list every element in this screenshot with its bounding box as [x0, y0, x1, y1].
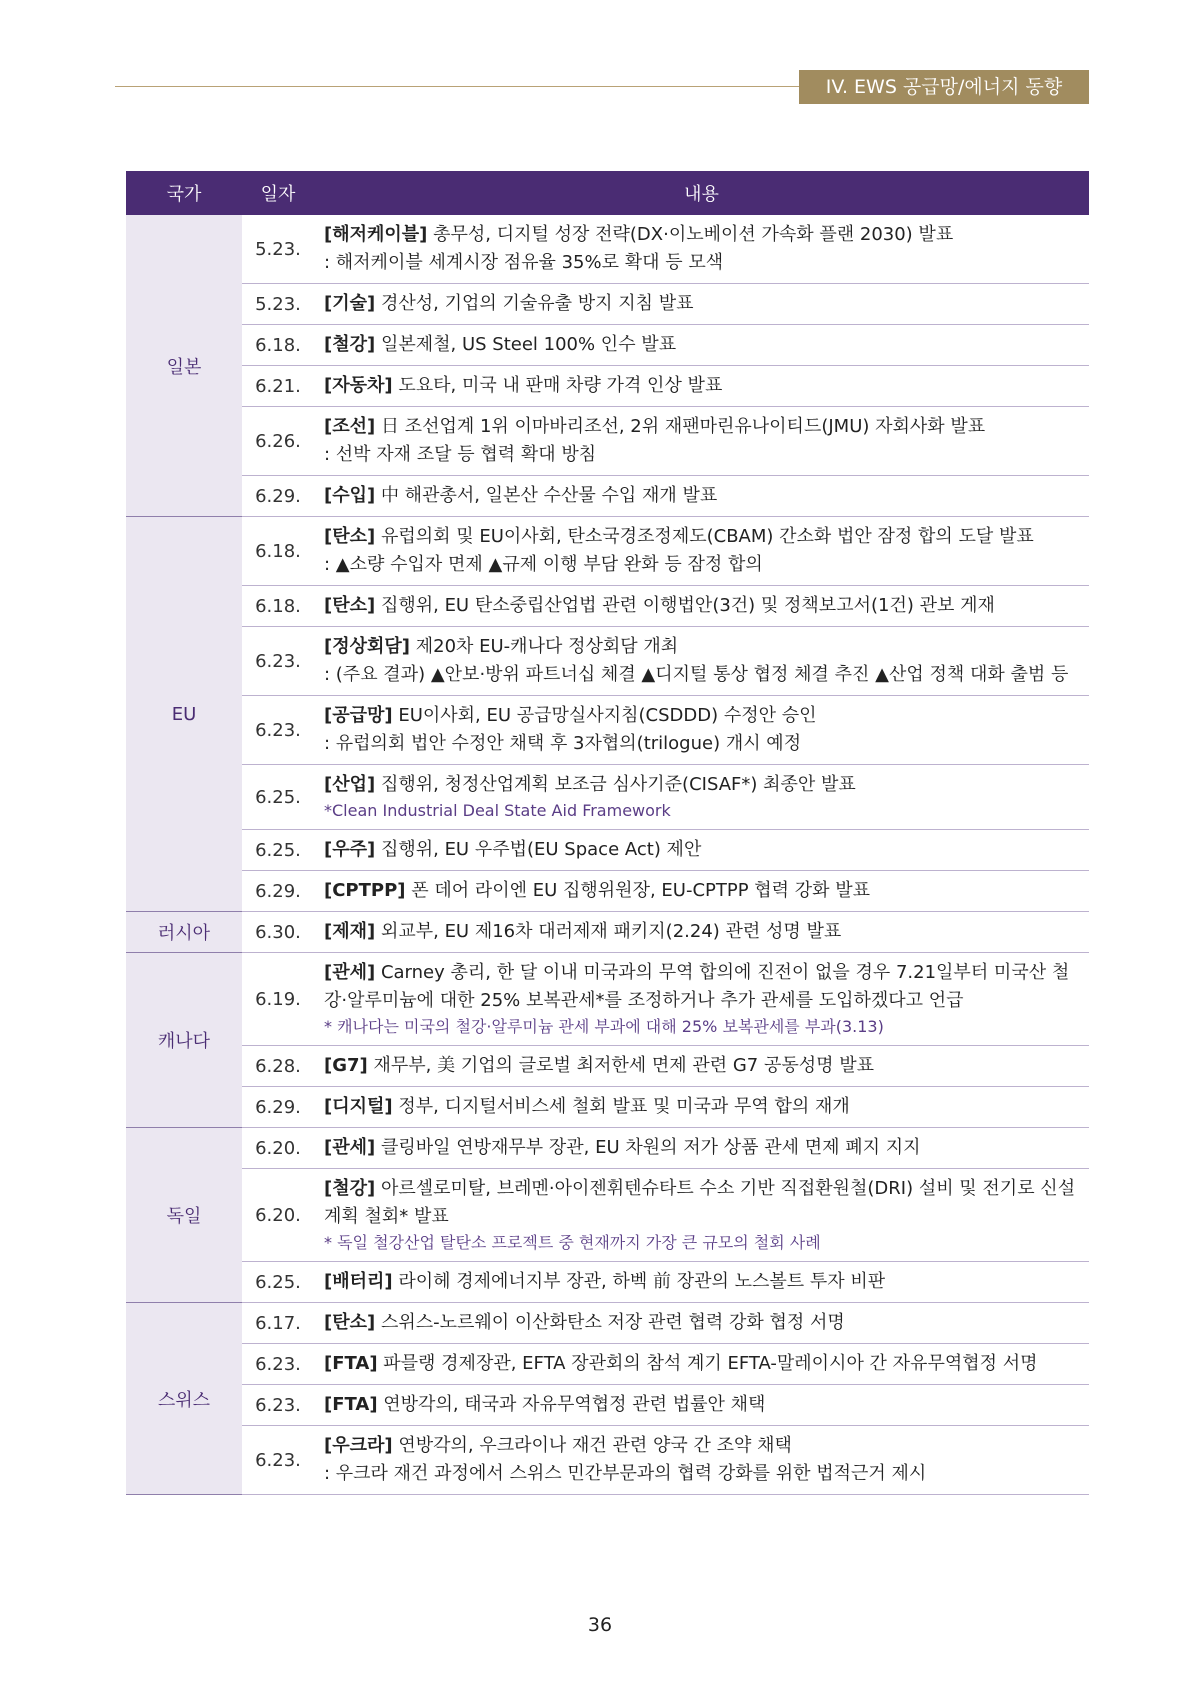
item-footnote: * 캐나다는 미국의 철강·알루미늄 관세 부과에 대해 25% 보복관세를 부과(3.13)	[324, 1017, 884, 1036]
item-headline	[324, 595, 995, 616]
content-cell	[314, 476, 1089, 517]
content-cell	[314, 366, 1089, 407]
content-cell	[314, 1303, 1089, 1344]
item-headline	[324, 375, 722, 396]
item-text: 클링바일 연방재무부 장관, EU 차원의 저가 상품 관세 면제 폐지 지지	[375, 1137, 921, 1158]
item-headline	[324, 1394, 765, 1415]
item-headline	[324, 1435, 792, 1456]
country-cell: 러시아	[126, 912, 242, 953]
content-cell	[314, 696, 1089, 765]
category-tag: [FTA]	[324, 1394, 378, 1415]
content-cell	[314, 953, 1089, 1046]
date-cell: 6.18.	[242, 517, 314, 586]
category-tag: [탄소]	[324, 1312, 376, 1333]
column-header-content: 내용	[314, 171, 1089, 215]
country-cell: 일본	[126, 215, 242, 517]
country-cell: 캐나다	[126, 953, 242, 1128]
item-text: 스위스-노르웨이 이산화탄소 저장 관련 협력 강화 협정 서명	[375, 1312, 845, 1333]
item-text: 경산성, 기업의 기술유출 방지 지침 발표	[375, 293, 694, 314]
table-row	[126, 1169, 1089, 1262]
item-text: EU이사회, EU 공급망실사지침(CSDDD) 수정안 승인	[392, 705, 817, 726]
content-cell	[314, 1344, 1089, 1385]
item-text: 제20차 EU-캐나다 정상회담 개최	[410, 636, 679, 657]
category-tag: [FTA]	[324, 1353, 378, 1374]
item-footnote: *Clean Industrial Deal State Aid Framework	[324, 801, 671, 820]
category-tag: [산업]	[324, 774, 376, 795]
item-headline	[324, 962, 1069, 1011]
category-tag: [철강]	[324, 334, 376, 355]
category-tag: [수입]	[324, 485, 376, 506]
content-cell	[314, 284, 1089, 325]
item-text: 유럽의회 및 EU이사회, 탄소국경조정제도(CBAM) 간소화 법안 잠정 합의 도달 발표	[375, 526, 1034, 547]
content-cell	[314, 912, 1089, 953]
date-cell: 6.23.	[242, 1426, 314, 1495]
column-header-country: 국가	[126, 171, 242, 215]
item-text: 아르셀로미탈, 브레멘·아이젠휘텐슈타트 수소 기반 직접환원철(DRI) 설비 및 전기로 신설 계획 철회* 발표	[324, 1178, 1076, 1227]
item-text: 재무부, 美 기업의 글로벌 최저한세 면제 관련 G7 공동성명 발표	[367, 1055, 875, 1076]
date-cell: 5.23.	[242, 215, 314, 284]
category-tag: [배터리]	[324, 1271, 393, 1292]
table-row	[126, 1385, 1089, 1426]
item-text: 中 해관총서, 일본산 수산물 수입 재개 발표	[375, 485, 718, 506]
item-headline	[324, 921, 841, 942]
category-tag: [디지털]	[324, 1096, 393, 1117]
content-cell	[314, 871, 1089, 912]
table-row	[126, 953, 1089, 1046]
table-row	[126, 1426, 1089, 1495]
table-body	[126, 215, 1089, 1495]
item-headline	[324, 1312, 845, 1333]
date-cell: 6.20.	[242, 1169, 314, 1262]
date-cell: 6.20.	[242, 1128, 314, 1169]
date-cell: 6.25.	[242, 765, 314, 830]
date-cell: 6.30.	[242, 912, 314, 953]
item-text: 외교부, EU 제16차 대러제재 패키지(2.24) 관련 성명 발표	[375, 921, 842, 942]
news-table	[126, 171, 1089, 1495]
date-cell: 6.23.	[242, 696, 314, 765]
item-text: 폰 데어 라이엔 EU 집행위원장, EU-CPTPP 협력 강화 발표	[405, 880, 871, 901]
date-cell: 6.25.	[242, 1262, 314, 1303]
table-row	[126, 627, 1089, 696]
item-headline	[324, 416, 985, 437]
content-cell	[314, 1426, 1089, 1495]
item-headline	[324, 1271, 885, 1292]
country-cell: 독일	[126, 1128, 242, 1303]
item-text: 연방각의, 우크라이나 재건 관련 양국 간 조약 채택	[392, 1435, 792, 1456]
category-tag: [탄소]	[324, 595, 376, 616]
item-headline	[324, 1096, 850, 1117]
table-row	[126, 912, 1089, 953]
table-row	[126, 830, 1089, 871]
item-text: 정부, 디지털서비스세 철회 발표 및 미국과 무역 합의 재개	[392, 1096, 850, 1117]
item-detail: : 유럽의회 법안 수정안 채택 후 3자협의(trilogue) 개시 예정	[324, 733, 802, 754]
category-tag: [CPTPP]	[324, 880, 406, 901]
category-tag: [관세]	[324, 1137, 376, 1158]
content-cell	[314, 215, 1089, 284]
item-text: 집행위, 청정산업계획 보조금 심사기준(CISAF*) 최종안 발표	[375, 774, 856, 795]
table-header-row	[126, 171, 1089, 215]
item-detail: : 해저케이블 세계시장 점유율 35%로 확대 등 모색	[324, 252, 724, 273]
item-headline	[324, 1055, 874, 1076]
date-cell: 6.25.	[242, 830, 314, 871]
item-headline	[324, 224, 953, 245]
item-headline	[324, 526, 1034, 547]
table-row	[126, 871, 1089, 912]
category-tag: [정상회담]	[324, 636, 411, 657]
item-detail: : 선박 자재 조달 등 협력 확대 방침	[324, 444, 597, 465]
table-row	[126, 517, 1089, 586]
category-tag: [관세]	[324, 962, 376, 983]
content-cell	[314, 1262, 1089, 1303]
category-tag: [우크라]	[324, 1435, 393, 1456]
table-row	[126, 586, 1089, 627]
section-title: IV. EWS 공급망/에너지 동향	[799, 70, 1089, 104]
item-footnote: * 독일 철강산업 탈탄소 프로젝트 중 현재까지 가장 큰 규모의 철회 사례	[324, 1233, 821, 1252]
date-cell: 6.23.	[242, 1344, 314, 1385]
item-text: 파믈랭 경제장관, EFTA 장관회의 참석 계기 EFTA-말레이시아 간 자유무역협정 서명	[377, 1353, 1038, 1374]
date-cell: 6.19.	[242, 953, 314, 1046]
content-cell	[314, 627, 1089, 696]
item-headline	[324, 839, 701, 860]
item-detail: : ▲소량 수입자 면제 ▲규제 이행 부담 완화 등 잠정 합의	[324, 554, 763, 575]
table-row	[126, 1087, 1089, 1128]
item-headline	[324, 705, 817, 726]
date-cell: 6.26.	[242, 407, 314, 476]
table-row	[126, 1128, 1089, 1169]
item-headline	[324, 485, 717, 506]
date-cell: 6.23.	[242, 1385, 314, 1426]
item-text: 도요타, 미국 내 판매 차량 가격 인상 발표	[392, 375, 723, 396]
item-text: 日 조선업계 1위 이마바리조선, 2위 재팬마린유나이티드(JMU) 자회사화 발표	[375, 416, 986, 437]
item-text: 총무성, 디지털 성장 전략(DX·이노베이션 가속화 플랜 2030) 발표	[427, 224, 954, 245]
table-row	[126, 407, 1089, 476]
item-text: 라이헤 경제에너지부 장관, 하벡 前 장관의 노스볼트 투자 비판	[392, 1271, 886, 1292]
table-row	[126, 696, 1089, 765]
category-tag: [조선]	[324, 416, 376, 437]
category-tag: [기술]	[324, 293, 376, 314]
header-rule	[115, 86, 815, 87]
item-text: 일본제철, US Steel 100% 인수 발표	[375, 334, 677, 355]
item-headline	[324, 293, 694, 314]
date-cell: 6.23.	[242, 627, 314, 696]
category-tag: [우주]	[324, 839, 376, 860]
date-cell: 6.29.	[242, 1087, 314, 1128]
item-text: 집행위, EU 탄소중립산업법 관련 이행법안(3건) 및 정책보고서(1건) 관보 게재	[375, 595, 995, 616]
content-cell	[314, 1087, 1089, 1128]
category-tag: [공급망]	[324, 705, 393, 726]
date-cell: 6.21.	[242, 366, 314, 407]
table-row	[126, 284, 1089, 325]
table-row	[126, 1303, 1089, 1344]
item-detail: : 우크라 재건 과정에서 스위스 민간부문과의 협력 강화를 위한 법적근거 제시	[324, 1463, 927, 1484]
table-row	[126, 1262, 1089, 1303]
content-cell	[314, 765, 1089, 830]
item-headline	[324, 334, 676, 355]
table-row	[126, 476, 1089, 517]
item-headline	[324, 880, 870, 901]
item-text: Carney 총리, 한 달 이내 미국과의 무역 합의에 진전이 없을 경우 7.21일부터 미국산 철강·알루미늄에 대한 25% 보복관세*를 조정하거나 추가 관세를 도입하겠다고 언급	[324, 962, 1070, 1011]
content-cell	[314, 830, 1089, 871]
item-headline	[324, 1137, 921, 1158]
content-cell	[314, 517, 1089, 586]
date-cell: 6.18.	[242, 586, 314, 627]
table-row	[126, 1344, 1089, 1385]
category-tag: [자동차]	[324, 375, 393, 396]
page-number: 36	[587, 1614, 613, 1636]
item-detail: : (주요 결과) ▲안보·방위 파트너십 체결 ▲디지털 통상 협정 체결 추진 ▲산업 정책 대화 출범 등	[324, 664, 1069, 685]
country-cell: 스위스	[126, 1303, 242, 1495]
content-cell	[314, 1385, 1089, 1426]
content-cell	[314, 325, 1089, 366]
category-tag: [철강]	[324, 1178, 376, 1199]
category-tag: [제재]	[324, 921, 376, 942]
item-headline	[324, 1178, 1075, 1227]
table-row	[126, 325, 1089, 366]
country-cell: EU	[126, 517, 242, 912]
content-cell	[314, 586, 1089, 627]
content-cell	[314, 1128, 1089, 1169]
date-cell: 6.17.	[242, 1303, 314, 1344]
content-cell	[314, 1046, 1089, 1087]
item-text: 연방각의, 태국과 자유무역협정 관련 법률안 채택	[377, 1394, 766, 1415]
category-tag: [해저케이블]	[324, 224, 428, 245]
date-cell: 5.23.	[242, 284, 314, 325]
table-row	[126, 1046, 1089, 1087]
column-header-date: 일자	[242, 171, 314, 215]
date-cell: 6.18.	[242, 325, 314, 366]
item-headline	[324, 636, 678, 657]
table-row	[126, 765, 1089, 830]
table-row	[126, 366, 1089, 407]
item-headline	[324, 1353, 1038, 1374]
category-tag: [탄소]	[324, 526, 376, 547]
item-headline	[324, 774, 856, 795]
date-cell: 6.29.	[242, 871, 314, 912]
date-cell: 6.28.	[242, 1046, 314, 1087]
content-cell	[314, 1169, 1089, 1262]
item-text: 집행위, EU 우주법(EU Space Act) 제안	[375, 839, 702, 860]
date-cell: 6.29.	[242, 476, 314, 517]
category-tag: [G7]	[324, 1055, 368, 1076]
table-row	[126, 215, 1089, 284]
content-cell	[314, 407, 1089, 476]
